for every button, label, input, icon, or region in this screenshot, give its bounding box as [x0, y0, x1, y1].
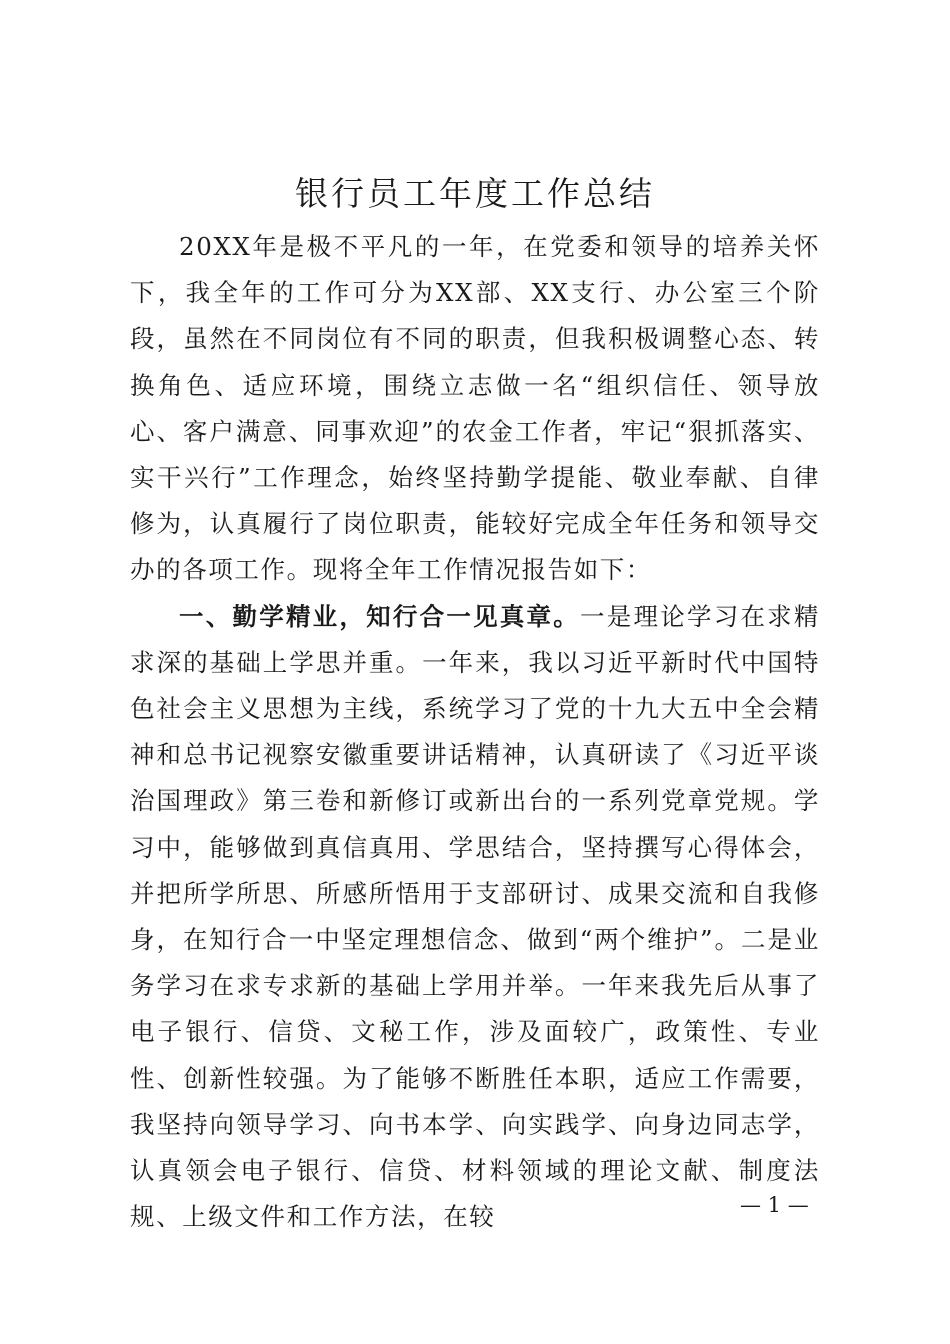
section-one-paragraph: [130, 594, 820, 1241]
intro-paragraph: 20XX年是极不平凡的一年，在党委和领导的培养关怀下，我全年的工作可分为XX部、XX支行、办公室三个阶段，虽然在不同岗位有不同的职责，但我积极调整心态、转换角色、适应环境，围绕立志做一名“组织信任、领导放心、客户满意、同事欢迎”的农金工作者，牢记“狠抓落实、实干兴行”工作理念，始终坚持勤学提能、敬业奉献、自律修为，认真履行了岗位职责，能较好完成全年任务和领导交办的各项工作。现将全年工作情况报告如下：: [130, 232, 820, 585]
document-body: [130, 224, 820, 1240]
section-one-heading: 一、勤学精业，知行合一见真章。: [179, 601, 581, 631]
document-title: 银行员工年度工作总结: [295, 174, 655, 213]
page-number: — 1 —: [740, 1193, 809, 1217]
section-one-body: 一是理论学习在求精求深的基础上学思并重。一年来，我以习近平新时代中国特色社会主义思想为主线，系统学习了党的十九大五中全会精神和总书记视察安徽重要讲话精神，认真研读了《习近平谈治国理政》第三卷和新修订或新出台的一系列党章党规。学习中，能够做到真信真用、学思结合，坚持撰写心得体会，并把所学所思、所感所悟用于支部研讨、成果交流和自我修身，在知行合一中坚定理想信念、做到“两个维护”。二是业务学习在求专求新的基础上学用并举。一年来我先后从事了电子银行、信贷、文秘工作，涉及面较广，政策性、专业性、创新性较强。为了能够不断胜任本职，适应工作需要，我坚持向领导学习、向书本学、向实践学、向身边同志学，认真领会电子银行、信贷、材料领域的理论文献、制度法规、上级文件和工作方法，在较: [130, 601, 821, 1232]
